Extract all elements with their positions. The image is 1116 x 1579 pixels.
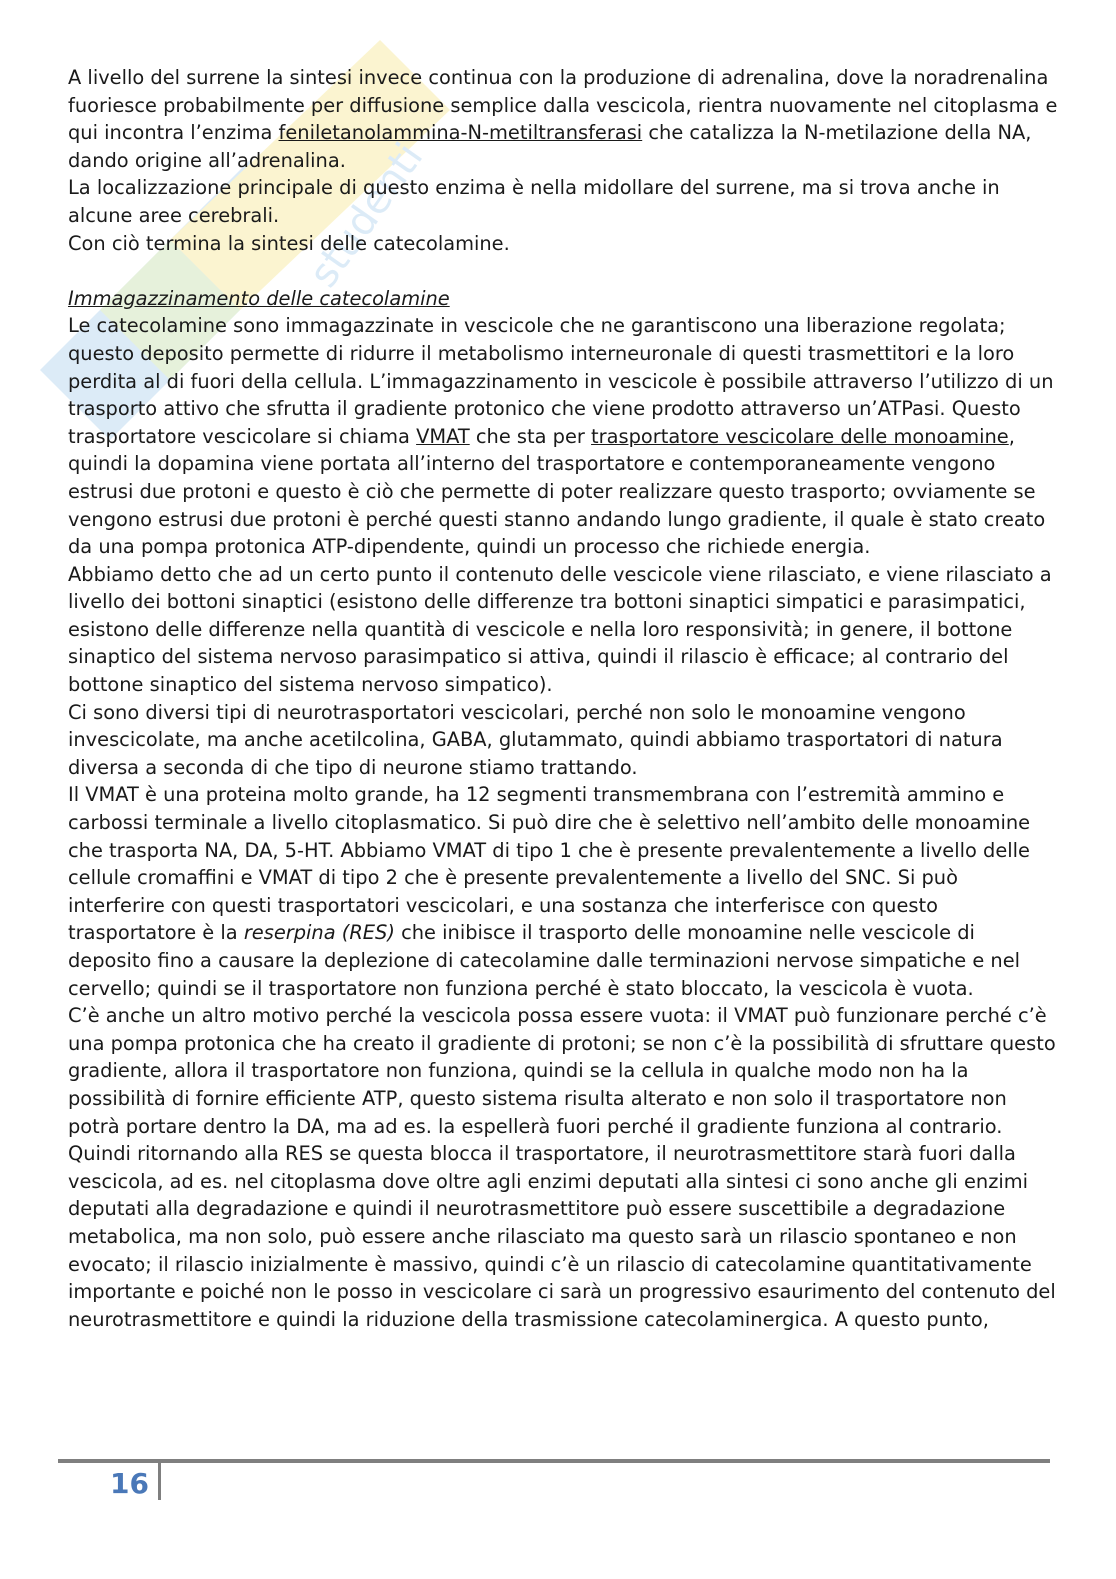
text-run: che sta per bbox=[469, 424, 592, 448]
page-number-divider bbox=[158, 1462, 161, 1500]
text-run: , quindi la dopamina viene portata all’interno del trasportatore e contemporaneamente vengono estrusi due protoni e questo è ciò che permette di poter realizzare questo trasporto; ovviamente se vengono estrusi due protoni è perché questi stanno andando lungo gradiente, il quale è stato creato da una pompa protonica ATP-dipendente, quindi un processo che richiede energia. bbox=[68, 424, 1046, 559]
reserpina-term: reserpina (RES) bbox=[243, 921, 395, 945]
paragraph: Abbiamo detto che ad un certo punto il contenuto delle vescicole viene rilasciato, e viene rilasciato a livello dei bottoni sinaptici (esistono delle differenze tra bottoni sinaptici simpatici e parasimpatici, esistono delle differenze nella quantità di vescicole e nella loro responsività; in genere, il bottone sinaptico del sistema nervoso parasimpatico si attiva, quindi il rilascio è efficace; al contrario del bottone sinaptico del sistema nervoso simpatico). bbox=[68, 562, 1052, 697]
vmat-definition: trasportatore vescicolare delle monoamine bbox=[591, 424, 1009, 448]
paragraph bbox=[68, 781, 1058, 1002]
vmat-term: VMAT bbox=[416, 424, 470, 448]
paragraph: C’è anche un altro motivo perché la vescicola possa essere vuota: il VMAT può funzionare perché c’è una pompa protonica che ha creato il gradiente di protoni; se non c’è la possibilità di sfruttare questo gradiente, allora il trasportatore non funziona, quindi se la cellula in qualche modo non ha la possibilità di fornire efficiente ATP, questo sistema risulta alterato e non solo il trasportatore non potrà portare dentro la DA, ma ad es. la espellerà fuori perché il gradiente funziona al contrario. Quindi ritornando alla RES se questa blocca il trasportatore, il neurotrasmettitore starà fuori dalla vescicola, ad es. nel citoplasma dove oltre agli enzimi deputati alla sintesi ci sono anche gli enzimi deputati alla degradazione e quindi il neurotrasmettitore può essere suscettibile a degradazione metabolica, ma non solo, può essere anche rilasciato ma questo sarà un rilascio spontaneo e non evocato; il rilascio inizialmente è massivo, quindi c’è un rilascio di catecolamine quantitativamente importante e poiché non le posso in vescicolare ci sarà un progressivo esaurimento del contenuto del neurotrasmettitore e quindi la riduzione della trasmissione catecolaminergica. A questo punto, bbox=[68, 1004, 1056, 1331]
spacer bbox=[68, 257, 1058, 285]
paragraph: Con ciò termina la sintesi delle catecolamine. bbox=[68, 231, 510, 255]
document-body bbox=[68, 64, 1058, 1333]
text-run: Le catecolamine sono immagazzinate in vescicole che ne garantiscono una liberazione regolata; questo deposito permette di ridurre il metabolismo interneuronale di questi trasmettitori e la loro perdita al di fuori della cellula. L’immagazzinamento in vescicole è possibile attraverso l’utilizzo di un trasporto attivo che sfrutta il gradiente protonico che viene prodotto attraverso un’ATPasi. Questo trasportatore vescicolare si chiama bbox=[68, 314, 1054, 448]
paragraph: La localizzazione principale di questo enzima è nella midollare del surrene, ma si trova anche in alcune aree cerebrali. bbox=[68, 176, 1000, 227]
watermark-text: studenti bbox=[300, 134, 433, 296]
page-number: 16 bbox=[110, 1467, 149, 1500]
paragraph bbox=[68, 64, 1058, 174]
footer-rule bbox=[58, 1459, 1050, 1463]
paragraph: Ci sono diversi tipi di neurotrasportatori vescicolari, perché non solo le monoamine vengono invescicolate, ma anche acetilcolina, GABA, glutammato, quindi abbiamo trasportatori di natura diversa a seconda di che tipo di neurone stiamo trattando. bbox=[68, 700, 1003, 779]
text-run: Il VMAT è una proteina molto grande, ha 12 segmenti transmembrana con l’estremità ammino e carbossi terminale a livello citoplasmatico. Si può dire che è selettivo nell’ambito delle monoamine che trasporta NA, DA, 5-HT. Abbiamo VMAT di tipo 1 che è presente prevalentemente a livello delle cellule cromaffini e VMAT di tipo 2 che è presente prevalentemente a livello del SNC. Si può interferire con questi trasportatori vescicolari, e una sostanza che interferisce con questo trasportatore è la bbox=[68, 783, 1031, 945]
paragraph bbox=[68, 312, 1058, 560]
text-run: A livello del surrene la sintesi invece continua con la produzione di adrenalina, dove la noradrenalina fuoriesce probabilmente per diffusione semplice dalla vescicola, rientra nuovamente nel citoplasma e qui incontra l’enzima bbox=[68, 66, 1058, 145]
section-heading: Immagazzinamento delle catecolamine bbox=[68, 286, 450, 310]
text-run: che inibisce il trasporto delle monoamine nelle vescicole di deposito fino a causare la deplezione di catecolamine dalle terminazioni nervose simpatiche e nel cervello; quindi se il trasportatore non funziona perché è stato bloccato, la vescicola è vuota. bbox=[68, 921, 1021, 1000]
enzyme-name: feniletanolammina-N-metiltransferasi bbox=[278, 121, 643, 145]
text-run: che catalizza la N-metilazione della NA, dando origine all’adrenalina. bbox=[68, 121, 1032, 172]
